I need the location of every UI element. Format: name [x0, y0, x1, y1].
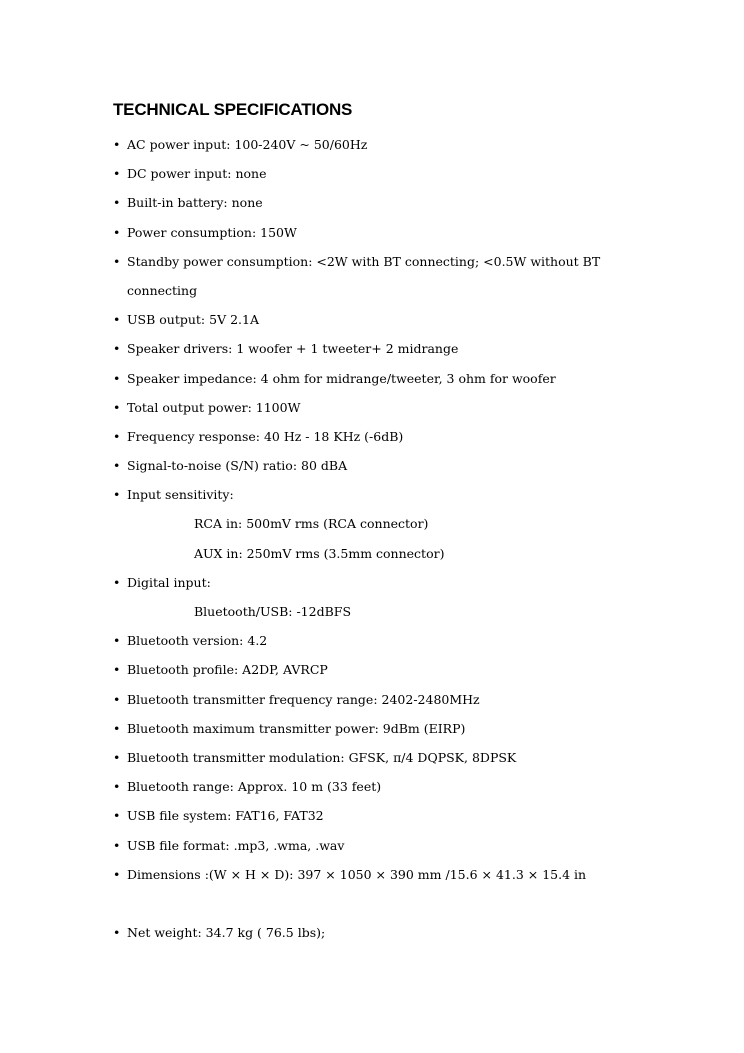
spec-text: DC power input: none [127, 166, 267, 182]
bullet: • [113, 574, 121, 590]
spec-item-speaker-impedance [113, 364, 653, 393]
bullet: • [113, 837, 121, 853]
spec-text: Input sensitivity: [127, 487, 234, 503]
spec-text: Bluetooth/USB: -12dBFS [194, 604, 352, 620]
spec-item-battery [113, 188, 653, 217]
spec-text: Bluetooth transmitter frequency range: 2402-2480MHz [127, 691, 480, 707]
bullet: • [113, 224, 121, 240]
spec-text: Speaker drivers: 1 woofer + 1 tweeter+ 2 midrange [127, 341, 459, 357]
bullet: • [113, 166, 121, 182]
spec-text: USB file format: .mp3, .wma, .wav [127, 837, 345, 853]
spec-text: Standby power consumption: <2W with BT connecting; <0.5W without BT connecting [127, 253, 601, 298]
bullet: • [113, 808, 121, 824]
spec-item-input-sensitivity [113, 480, 653, 509]
bullet: • [113, 428, 121, 444]
spec-item-ac-power [113, 130, 653, 159]
spec-text: Power consumption: 150W [127, 224, 297, 240]
spec-text: Dimensions :(W × H × D): 397 × 1050 × 390 mm /15.6 × 41.3 × 15.4 in [127, 866, 587, 882]
bullet: • [113, 691, 121, 707]
spec-text: Frequency response: 40 Hz - 18 KHz (-6dB) [127, 428, 404, 444]
spec-list [113, 130, 653, 947]
bullet: • [113, 195, 121, 211]
spec-subitem-aux-in [113, 539, 653, 568]
spec-text: Net weight: 34.7 kg ( 76.5 lbs); [127, 925, 326, 941]
bullet: • [113, 370, 121, 386]
spec-text: Built-in battery: none [127, 195, 263, 211]
spec-item-speaker-drivers [113, 334, 653, 363]
bullet: • [113, 341, 121, 357]
bullet: • [113, 662, 121, 678]
bullet: • [113, 720, 121, 736]
bullet: • [113, 749, 121, 765]
spec-text: USB file system: FAT16, FAT32 [127, 808, 324, 824]
spec-item-bluetooth-modulation [113, 743, 653, 772]
spec-text: Bluetooth transmitter modulation: GFSK, π/4 DQPSK, 8DPSK [127, 749, 517, 765]
spec-text: Bluetooth profile: A2DP, AVRCP [127, 662, 328, 678]
document-title: TECHNICAL SPECIFICATIONS [113, 100, 353, 119]
spec-item-frequency-response [113, 422, 653, 451]
spec-item-bluetooth-profile [113, 655, 653, 684]
bullet: • [113, 487, 121, 503]
bullet: • [113, 312, 121, 328]
spec-item-usb-file-system [113, 801, 653, 830]
spec-text: Bluetooth version: 4.2 [127, 633, 268, 649]
spec-item-usb-file-format [113, 831, 653, 860]
spec-text: RCA in: 500mV rms (RCA connector) [194, 516, 429, 532]
bullet: • [113, 925, 121, 941]
spec-text: Digital input: [127, 574, 211, 590]
spec-text: USB output: 5V 2.1A [127, 312, 259, 328]
bullet: • [113, 633, 121, 649]
spec-text: AUX in: 250mV rms (3.5mm connector) [194, 545, 445, 561]
spec-text: Total output power: 1100W [127, 399, 301, 415]
bullet: • [113, 399, 121, 415]
bullet: • [113, 779, 121, 795]
spec-text: Bluetooth range: Approx. 10 m (33 feet) [127, 779, 382, 795]
spec-item-dimensions [113, 860, 653, 918]
bullet: • [113, 866, 121, 882]
spec-item-bluetooth-power [113, 714, 653, 743]
spec-item-snr [113, 451, 653, 480]
spec-text: Signal-to-noise (S/N) ratio: 80 dBA [127, 458, 348, 474]
spec-item-net-weight [113, 918, 653, 947]
spec-text: Bluetooth maximum transmitter power: 9dBm (EIRP) [127, 720, 466, 736]
spec-item-power-consumption [113, 218, 653, 247]
spec-item-standby-power [113, 247, 653, 305]
spec-subitem-rca-in [113, 509, 653, 538]
bullet: • [113, 458, 121, 474]
spec-item-dc-power [113, 159, 653, 188]
spec-item-usb-output [113, 305, 653, 334]
spec-item-bluetooth-version [113, 626, 653, 655]
spec-item-bluetooth-range [113, 772, 653, 801]
spec-text: Speaker impedance: 4 ohm for midrange/tweeter, 3 ohm for woofer [127, 370, 556, 386]
spec-item-digital-input [113, 568, 653, 597]
bullet: • [113, 137, 121, 152]
spec-text: AC power input: 100-240V ~ 50/60Hz [127, 137, 368, 152]
bullet: • [113, 253, 121, 269]
spec-item-output-power [113, 393, 653, 422]
spec-subitem-bluetooth-usb [113, 597, 653, 626]
spec-item-bluetooth-frequency [113, 685, 653, 714]
